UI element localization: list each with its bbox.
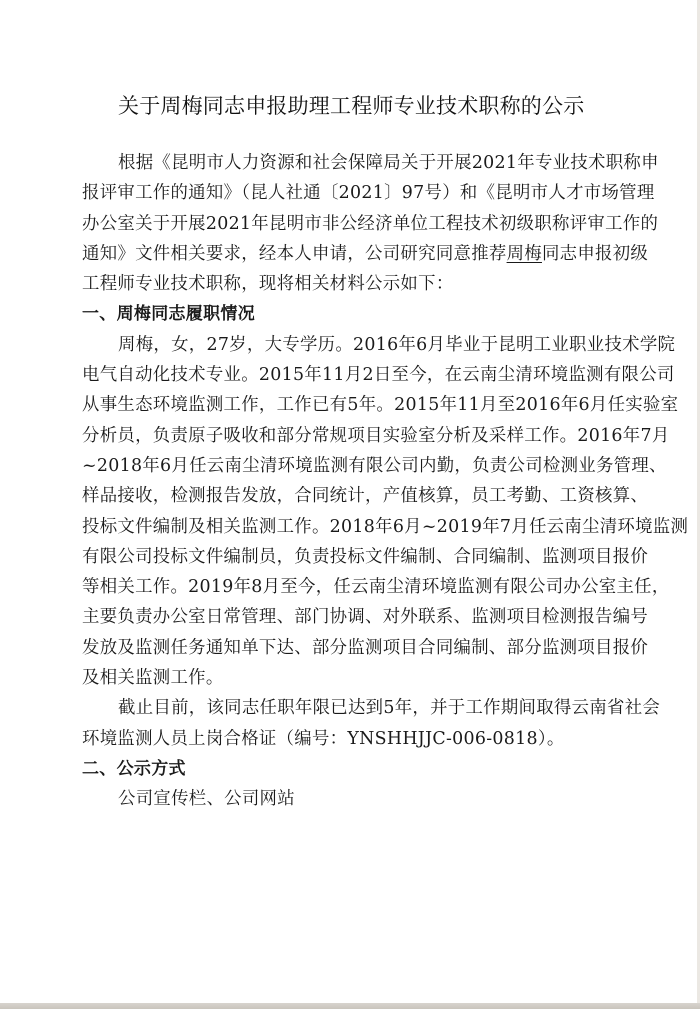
paragraph-line: 等相关工作。2019年8月至今，任云南尘清环境监测有限公司办公室主任， [82, 577, 670, 598]
section-heading-1: 一、周梅同志履职情况 [82, 304, 255, 325]
paragraph-line: 主要负责办公室日常管理、部门协调、对外联系、监测项目检测报告编号 [82, 607, 649, 628]
paragraph-line: 分析员，负责原子吸收和部分常规项目实验室分析及采样工作。2016年7月 [82, 425, 670, 446]
underlined-name: 周梅 [506, 243, 542, 264]
publicity-method: 公司宣传栏、公司网站 [118, 789, 295, 810]
paragraph-line: 周梅，女，27岁，大专学历。2016年6月毕业于昆明工业职业技术学院 [118, 334, 676, 355]
paragraph-line: 发放及监测任务通知单下达、部分监测项目合同编制、部分监测项目报价 [82, 637, 649, 658]
paragraph-line: 从事生态环境监测工作，工作已有5年。2015年11月至2016年6月任实验室 [82, 395, 679, 416]
intro-line: 办公室关于开展2021年昆明市非公经济单位工程技术初级职称评审工作的 [82, 213, 659, 234]
paragraph-line: 样品接收，检测报告发放，合同统计，产值核算，员工考勤、工资核算、 [82, 486, 649, 507]
intro-line: 根据《昆明市人力资源和社会保障局关于开展2021年专业技术职称申 [118, 153, 659, 173]
paragraph-line: 投标文件编制及相关监测工作。2018年6月~2019年7月任云南尘清环境监测 [82, 516, 689, 537]
paragraph-line: 电气自动化技术专业。2015年11月2日至今，在云南尘清环境监测有限公司 [82, 365, 675, 386]
document-body [82, 148, 689, 815]
paragraph-line: 环境监测人员上岗合格证（编号：YNSHHJJC-006-0818）。 [82, 728, 565, 749]
paragraph-line: ~2018年6月任云南尘清环境监测有限公司内勤，负责公司检测业务管理、 [82, 455, 667, 476]
intro-line: 工程师专业技术职称，现将相关材料公示如下： [82, 274, 454, 295]
section-heading-2: 二、公示方式 [82, 758, 186, 779]
scan-edge [0, 1003, 700, 1009]
paragraph-line: 及相关监测工作。 [82, 668, 224, 689]
intro-line-text: 通知》文件相关要求，经本人申请，公司研究同意推荐 [82, 243, 507, 264]
document-title: 关于周梅同志申报助理工程师专业技术职称的公示 [118, 94, 585, 118]
paragraph-line: 截止目前，该同志任职年限已达到5年，并于工作期间取得云南省社会 [118, 698, 661, 719]
intro-line-with-name [82, 239, 649, 269]
intro-line-text-after: 同志申报初级 [541, 243, 649, 264]
paragraph-line: 有限公司投标文件编制员，负责投标文件编制、合同编制、监测项目报价 [82, 546, 649, 567]
intro-line: 报评审工作的通知》（昆人社通〔2021〕97号）和《昆明市人才市场管理 [82, 183, 655, 204]
